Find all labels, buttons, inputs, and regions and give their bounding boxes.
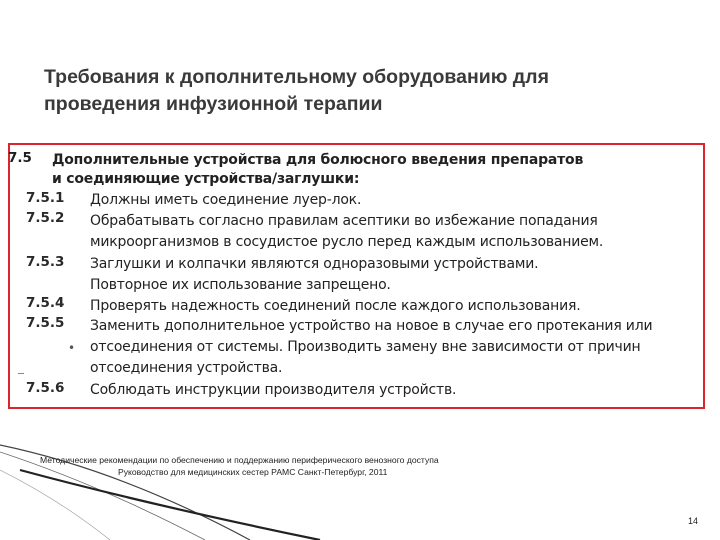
item-number: 7.5.6 bbox=[26, 380, 65, 396]
title-line-1: Требования к дополнительному оборудованию для bbox=[44, 66, 549, 88]
item-text: Соблюдать инструкции производителя устройств. bbox=[90, 382, 457, 398]
item-text: отсоединения от системы. Производить замену вне зависимости от причин bbox=[90, 339, 641, 355]
divider-tick bbox=[18, 373, 24, 374]
footnote-line-2: Руководство для медицинских сестер РАМС Санкт-Петербург, 2011 bbox=[118, 467, 388, 477]
section-heading-line-2: и соединяющие устройства/заглушки: bbox=[52, 171, 360, 187]
section-heading-line-1: Дополнительные устройства для болюсного введения препаратов bbox=[52, 152, 584, 168]
item-text: микроорганизмов в сосудистое русло перед каждым использованием. bbox=[90, 234, 604, 250]
item-number: 7.5.5 bbox=[26, 315, 65, 331]
page-number: 14 bbox=[688, 516, 699, 526]
item-text: Повторное их использование запрещено. bbox=[90, 277, 391, 293]
item-text: отсоединения устройства. bbox=[90, 360, 283, 376]
item-text: Проверять надежность соединений после каждого использования. bbox=[90, 298, 581, 314]
section-number: 7.5 bbox=[8, 150, 32, 166]
item-text: Заглушки и колпачки являются одноразовыми устройствами. bbox=[90, 256, 539, 272]
slide-title bbox=[44, 64, 684, 118]
item-number: 7.5.3 bbox=[26, 254, 65, 270]
item-number: 7.5.2 bbox=[26, 210, 65, 226]
item-text: Обрабатывать согласно правилам асептики во избежание попадания bbox=[90, 213, 598, 229]
item-text: Заменить дополнительное устройство на новое в случае его протекания или bbox=[90, 318, 653, 334]
footnote-line-1: Методические рекомендации по обеспечению и поддержанию периферического венозного доступа bbox=[40, 455, 439, 465]
item-number: 7.5.1 bbox=[26, 190, 65, 206]
item-text: Должны иметь соединение луер-лок. bbox=[90, 192, 362, 208]
title-line-2: проведения инфузионной терапии bbox=[44, 93, 383, 115]
source-footnote bbox=[40, 454, 439, 478]
bullet-mark: • bbox=[68, 341, 76, 355]
item-number: 7.5.4 bbox=[26, 295, 65, 311]
